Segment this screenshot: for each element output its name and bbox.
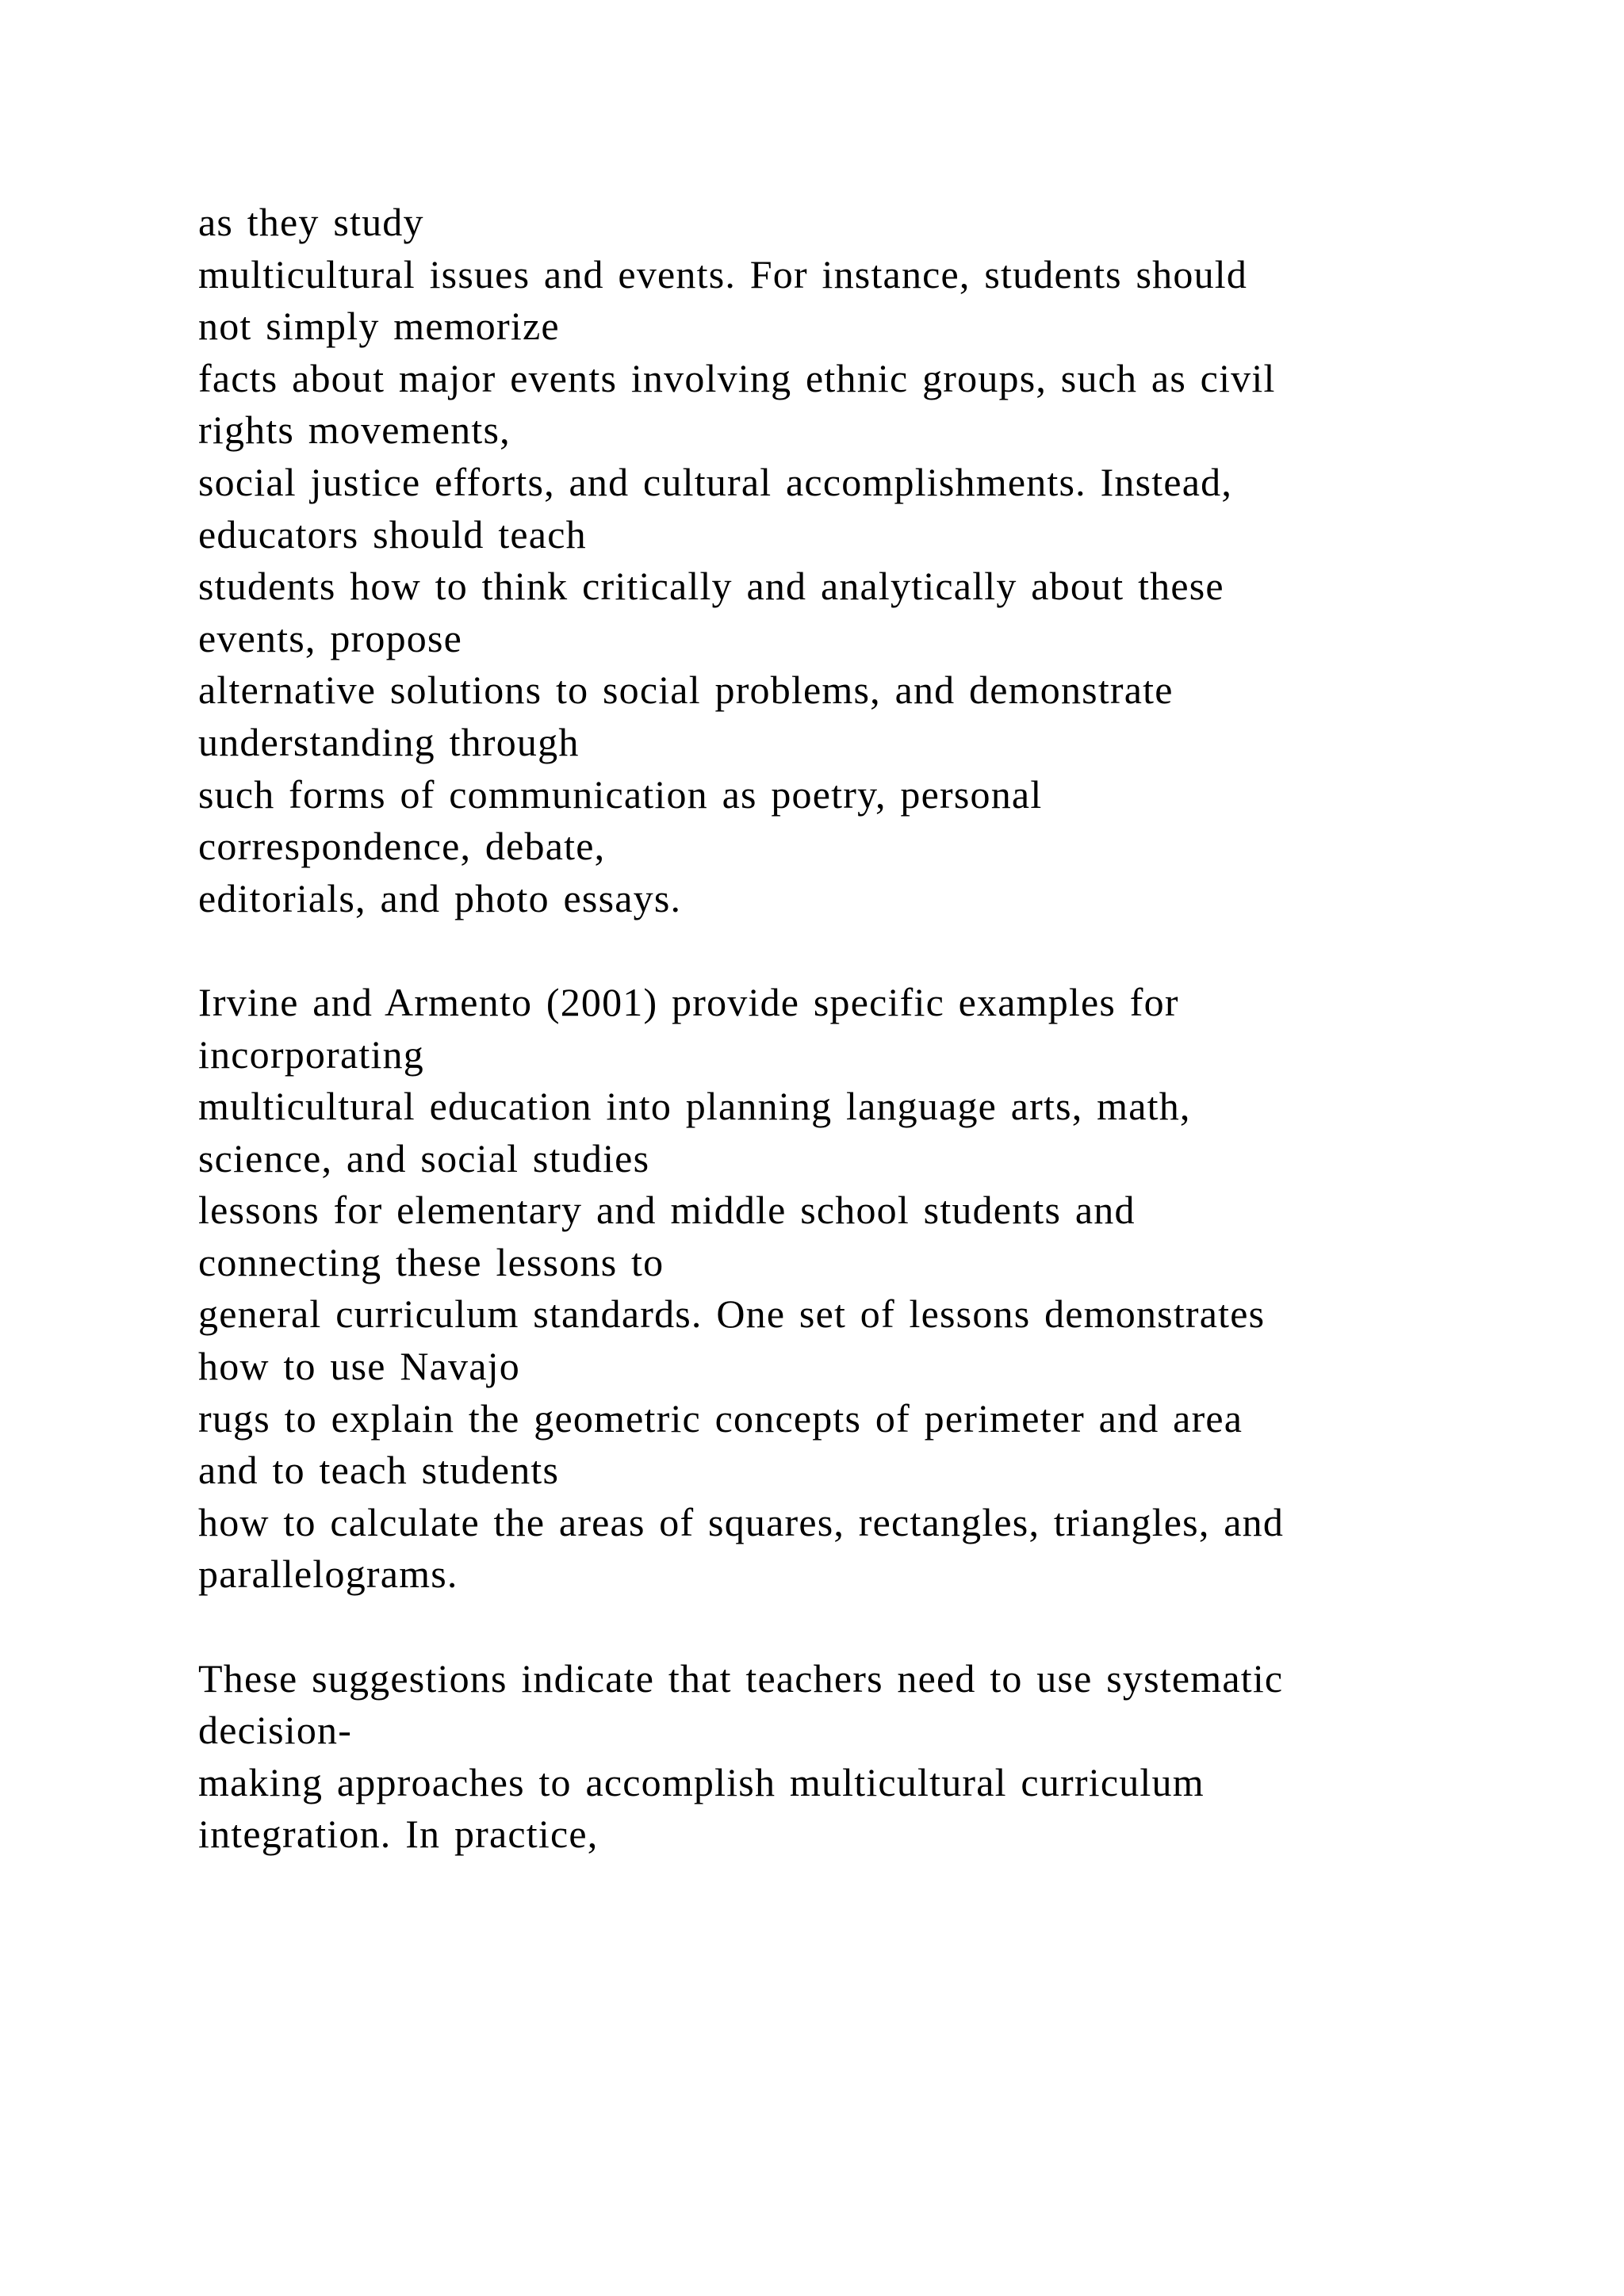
text-line: as they study (198, 200, 424, 244)
text-line: lessons for elementary and middle school students and (198, 1188, 1136, 1233)
text-line: integration. In practice, (198, 1812, 599, 1857)
text-line: such forms of communication as poetry, personal (198, 771, 1043, 817)
text-line: incorporating (198, 1031, 424, 1077)
text-line: students how to think critically and analytically about these (198, 564, 1224, 609)
text-line: educators should teach (198, 511, 587, 557)
text-line: understanding through (198, 719, 580, 764)
text-line: decision- (198, 1708, 353, 1753)
text-line: facts about major events involving ethnic groups, such as civil (198, 355, 1276, 400)
paragraph-2 (198, 977, 1483, 1601)
text-line: rights movements, (198, 408, 511, 453)
text-line: multicultural issues and events. For instance, students should (198, 251, 1248, 297)
document-body (198, 197, 1483, 1913)
text-line: science, and social studies (198, 1135, 650, 1181)
text-line: social justice efforts, and cultural accomplishments. Instead, (198, 459, 1233, 504)
text-line: rugs to explain the geometric concepts of perimeter and area (198, 1395, 1243, 1441)
text-line: correspondence, debate, (198, 824, 606, 869)
text-line: editorials, and photo essays. (198, 875, 682, 920)
text-line: Irvine and Armento (2001) provide specific examples for (198, 979, 1179, 1024)
text-line: multicultural education into planning language arts, math, (198, 1084, 1191, 1129)
text-line: general curriculum standards. One set of lessons demonstrates (198, 1292, 1266, 1337)
text-line: parallelograms. (198, 1552, 458, 1597)
text-line: events, propose (198, 615, 463, 660)
paragraph-1 (198, 197, 1483, 924)
text-line: These suggestions indicate that teachers need to use systematic (198, 1655, 1284, 1701)
text-line: how to calculate the areas of squares, rectangles, triangles, and (198, 1499, 1285, 1544)
text-line: not simply memorize (198, 304, 560, 349)
text-line: connecting these lessons to (198, 1239, 665, 1284)
paragraph-3 (198, 1653, 1483, 1861)
text-line: making approaches to accomplish multicultural curriculum (198, 1759, 1205, 1804)
text-line: alternative solutions to social problems, and demonstrate (198, 668, 1174, 713)
text-line: and to teach students (198, 1448, 560, 1493)
text-line: how to use Navajo (198, 1344, 520, 1389)
